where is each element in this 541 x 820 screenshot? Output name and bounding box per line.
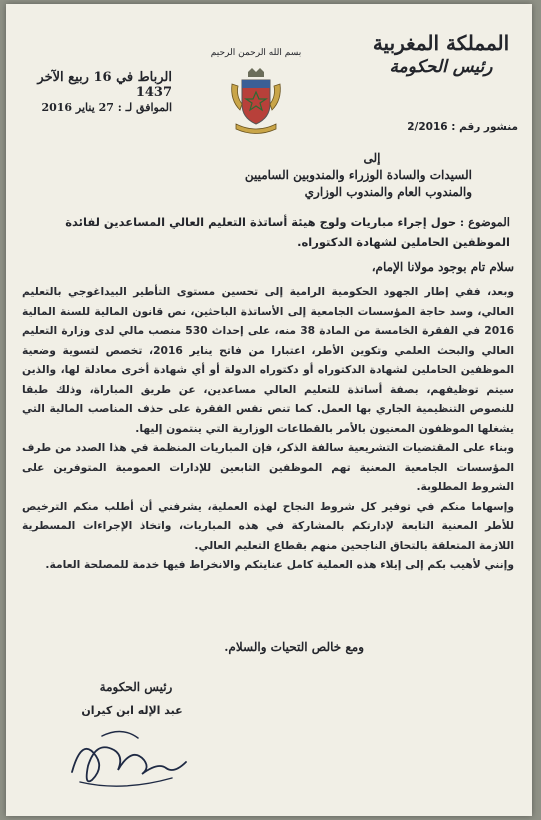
document-page — [6, 4, 532, 816]
letter-body — [22, 282, 514, 575]
body-paragraph-3: وإسهاما منكم في توفير كل شروط النجاح لهذه العملية، يشرفني أن أطلب منكم الترخيص للأطر المعنية التابعة لإدارتكم بالمشاركة في هذه المباريات، واتخاذ الإجراءات المسطرية اللازمة المتعلقة بالتحاق الناجحين منهم بقطاع التعليم العالي. — [22, 499, 514, 552]
office-name: رئيس الحكومة — [389, 57, 493, 77]
body-paragraph-1: وبعد، ففي إطار الجهود الحكومية الرامية إلى تحسين مستوى التأطير البيداغوجي بالتعليم العالي، وسد حاجة المؤسسات الجامعية إلى الأساتذة الباحثين، نص قانون المالية للسنة المالية 2016 في الفقرة الخامسة من المادة 38 منه، على إحداث 530 منصب مالي لدى وزارة التعليم العالي والبحث العلمي وتكوين الأطر، اعتبارا من فاتح يناير 2016، تخصص لتسوية وضعية الموظفين الحاملين لشهادة الدكتوراه أو دكتوراه الدولة أو أي شهادة أخرى معادلة لها، والذين سيتم توظيفهم، بصفة أساتذة للتعليم العالي مساعدين، عن طريق المباراة، وذلك طبقا للنصوص التنظيمية الجاري بها العمل. كما تنص نفس الفقرة على حذف المناصب المالية التي يشغلها الموظفون المعنيون بالأمر بالقطاعات الوزارية التي ينتمون إليها. — [22, 285, 515, 435]
body-paragraph-4: وإنني لأهيب بكم إلى إيلاء هذه العملية كامل عنايتكم والانخراط فيها خدمة للمصلحة العامة. — [45, 558, 514, 571]
subject-label: الموضوع : — [459, 215, 510, 229]
subject-line — [30, 212, 510, 252]
signer-name: عبد الإله ابن كيران — [81, 704, 183, 717]
body-paragraph-2: وبناء على المقتضيات التشريعية سالفة الذكر، فإن المباريات المنظمة في هذا الصدد من طرف المؤسسات الجامعية المعنية تهم الموظفين التابعين للإدارات العمومية المتوفرين على الشروط المطلوبة. — [22, 441, 514, 493]
subject-text: حول إجراء مباريات ولوج هيئة أساتذة التعليم العالي المساعدين لفائدة الموظفين الحاملين لشهادة الدكتوراه. — [65, 215, 510, 249]
gregorian-date: الموافق لـ : 27 يناير 2016 — [41, 101, 172, 114]
basmala: بسم الله الرحمن الرحيم — [210, 48, 302, 58]
letterhead-block — [366, 30, 516, 78]
circular-number: منشور رقم : 2/2016 — [407, 121, 518, 133]
addressee-line-2: والمندوب العام والمندوب الوزاري — [304, 185, 472, 199]
date-block — [22, 70, 172, 115]
addressee-to: إلى — [363, 151, 381, 165]
addressee-line-1: السيدات والسادة الوزراء والمندوبين الساميين — [244, 168, 472, 182]
greeting: سلام تام بوجود مولانا الإمام، — [371, 260, 514, 274]
closing-salutation: ومع خالص التحيات والسلام. — [224, 640, 364, 654]
place-and-hijri-date: الرباط في 16 ربيع الآخر 1437 — [37, 70, 172, 100]
signer-title: رئيس الحكومة — [99, 680, 173, 694]
addressee-block — [72, 150, 472, 201]
coat-of-arms-emblem — [226, 66, 286, 138]
country-name: المملكة المغربية — [372, 31, 510, 55]
handwritten-signature — [62, 716, 202, 796]
